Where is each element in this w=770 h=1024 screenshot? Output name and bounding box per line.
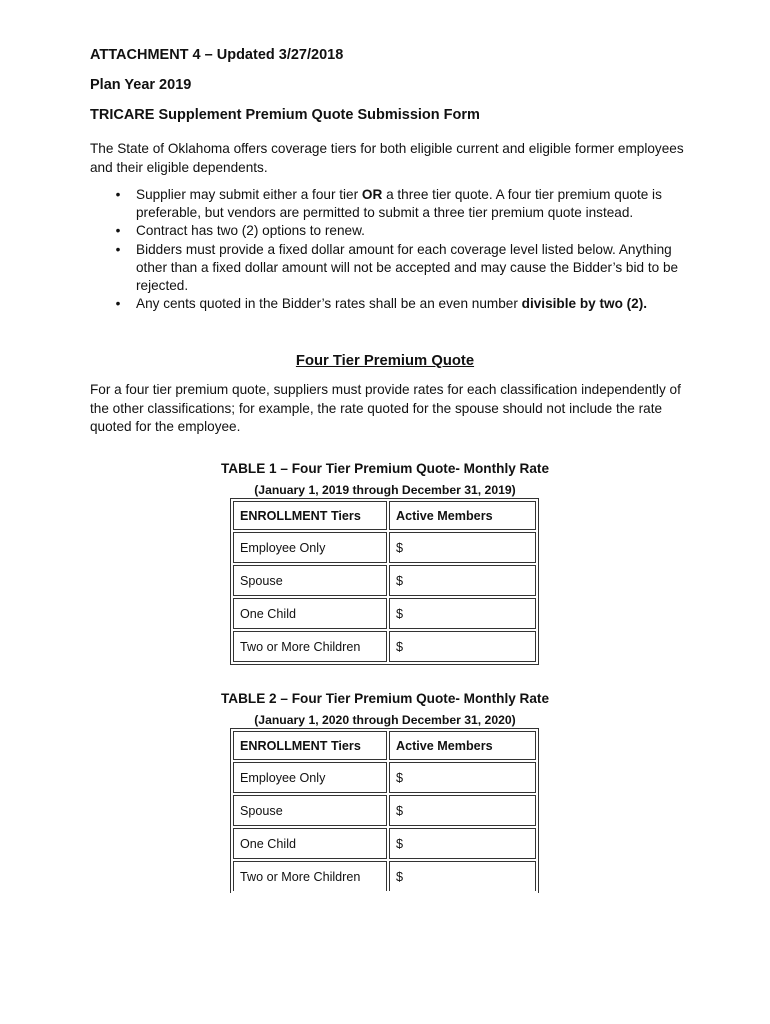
form-title: TRICARE Supplement Premium Quote Submission Form [90, 107, 480, 123]
four-tier-description: For a four tier premium quote, suppliers must provide rates for each classification independently of the other classifications; for example, the rate quoted for the spouse should not include the rate quoted for the employee. [90, 382, 681, 434]
rate-input-cell[interactable]: $ [389, 565, 536, 596]
tier-label: Employee Only [233, 762, 387, 793]
table-row [233, 532, 536, 563]
rate-input-cell[interactable]: $ [389, 598, 536, 629]
rate-table-1 [230, 498, 539, 665]
bullet-icon: • [115, 241, 121, 257]
section-title: Four Tier Premium Quote [295, 353, 475, 369]
table-header-row [233, 731, 536, 760]
table-header-row [233, 501, 536, 530]
column-header: Active Members [389, 501, 536, 530]
rate-input-cell[interactable]: $ [389, 861, 536, 891]
list-item: • Bidders must provide a fixed dollar amount for each coverage level listed below. Anything other than a fixed dollar amount will not be accepted and may cause the Bidder’s bid to be rejected. [112, 241, 692, 296]
plan-year-heading: Plan Year 2019 [90, 77, 192, 93]
table-row [233, 762, 536, 793]
list-item: • Contract has two (2) options to renew. [112, 222, 692, 240]
tier-label: Two or More Children [233, 861, 387, 891]
requirements-list [112, 186, 692, 313]
column-header: ENROLLMENT Tiers [233, 501, 387, 530]
tier-label: Employee Only [233, 532, 387, 563]
bullet-icon: • [115, 187, 121, 202]
rate-input-cell[interactable]: $ [389, 762, 536, 793]
table-row [233, 631, 536, 662]
column-header: Active Members [389, 731, 536, 760]
tier-label: One Child [233, 598, 387, 629]
table-row [233, 598, 536, 629]
table-row [233, 565, 536, 596]
rate-input-cell[interactable]: $ [389, 795, 536, 826]
table-row [233, 861, 536, 891]
table-1-subtitle: (January 1, 2019 through December 31, 2019) [254, 483, 516, 497]
column-header: ENROLLMENT Tiers [233, 731, 387, 760]
bullet-icon: • [115, 223, 121, 239]
table-row [233, 828, 536, 859]
list-item: • Any cents quoted in the Bidder’s rates shall be an even number divisible by two (2). [112, 295, 692, 313]
rate-input-cell[interactable]: $ [389, 532, 536, 563]
rate-input-cell[interactable]: $ [389, 828, 536, 859]
tier-label: Spouse [233, 565, 387, 596]
tier-label: Two or More Children [233, 631, 387, 662]
intro-paragraph: The State of Oklahoma offers coverage tiers for both eligible current and eligible former employees and their eligible dependents. [90, 141, 684, 175]
attachment-heading: ATTACHMENT 4 – Updated 3/27/2018 [90, 47, 344, 63]
tier-label: Spouse [233, 795, 387, 826]
bullet-icon: • [115, 296, 121, 312]
table-2-title: TABLE 2 – Four Tier Premium Quote- Monthly Rate [220, 691, 550, 706]
rate-table-2 [230, 728, 539, 893]
table-2-subtitle: (January 1, 2020 through December 31, 2020) [254, 713, 516, 727]
table-row [233, 795, 536, 826]
tier-label: One Child [233, 828, 387, 859]
list-item: • Supplier may submit either a four tier OR a three tier quote. A four tier premium quote is preferable, but vendors are permitted to submit a three tier premium quote instead. [112, 186, 692, 222]
table-1-title: TABLE 1 – Four Tier Premium Quote- Monthly Rate [220, 461, 550, 476]
rate-input-cell[interactable]: $ [389, 631, 536, 662]
